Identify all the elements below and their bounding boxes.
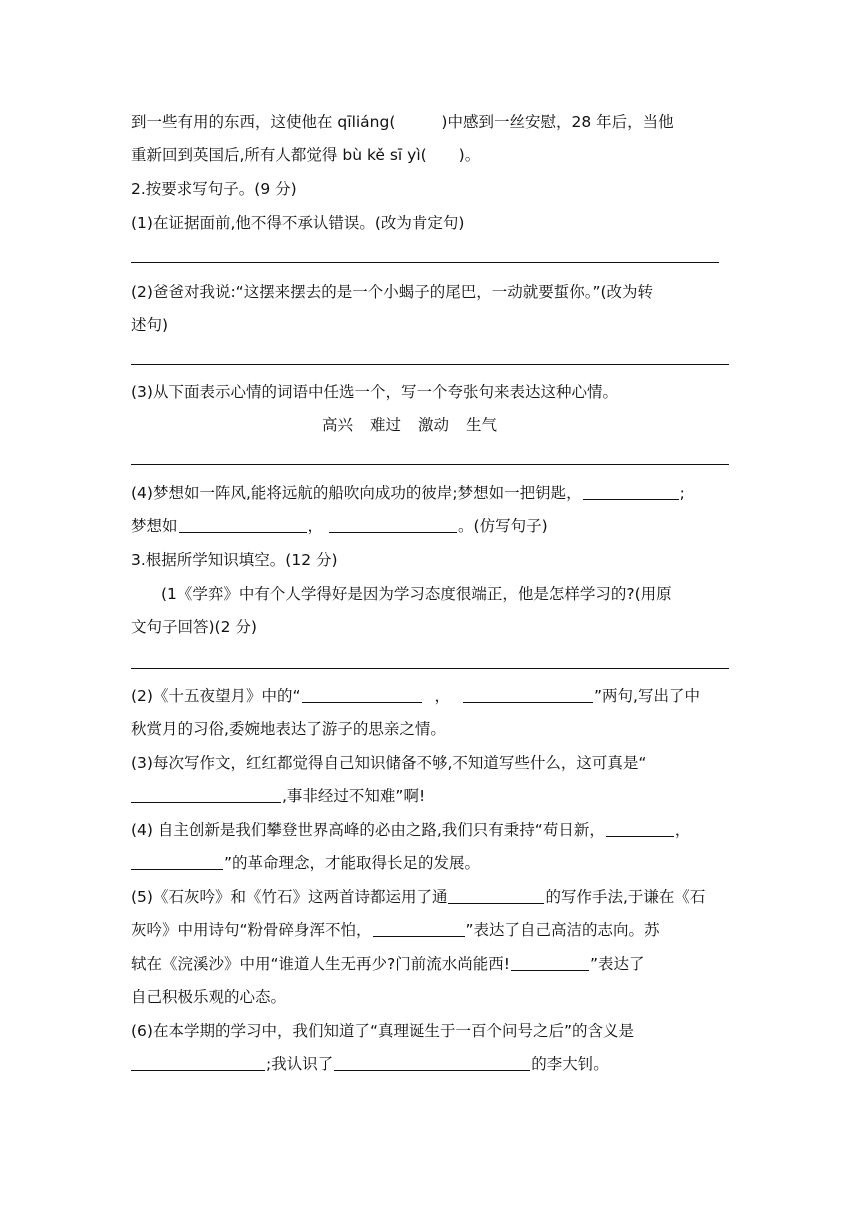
question-text [131,954,645,974]
question-text: 述句) [131,316,169,334]
fill-blank[interactable] [302,687,422,703]
question-text: 文句子回答)(2 分) [131,618,257,636]
fill-blank[interactable] [606,821,674,837]
word-options [322,415,497,435]
fill-blank[interactable] [448,888,544,904]
text-line [131,145,480,165]
text-segment: (5)《石灰吟》和《竹石》这两首诗都运用了通 [131,888,448,906]
answer-line[interactable] [131,668,729,669]
text-segment: (4) 自主创新是我们攀登世界高峰的必由之路,我们只有秉持“苟日新， [131,821,605,839]
text-segment: ， [674,821,691,839]
fill-blank[interactable] [131,787,281,803]
fill-blank[interactable] [463,687,593,703]
fill-blank[interactable] [131,1055,265,1071]
text-segment: )中感到一丝安慰，28 年后，当他 [441,113,674,131]
text-segment: 的写作手法,于谦在《石 [545,888,706,906]
question-text [131,786,425,806]
text-segment: 。(仿写句子) [458,517,548,535]
question-text: (6)在本学期的学习中，我们知道了“真理诞生于一百个问号之后”的含义是 [131,1022,635,1040]
text-segment: ,事非经过不知难”啊! [282,787,426,805]
question-text [131,887,705,907]
text-segment: ;我认识了 [266,1055,334,1073]
text-segment: 梦想如 [131,517,178,535]
question-text: (1《学弈》中有个人学得好是因为学习态度很端正，他是怎样学习的?(用原 [161,585,672,603]
fill-blank[interactable] [329,517,457,533]
question-text: (1)在证据面前,他不得不承认错误。(改为肯定句) [131,214,465,232]
fill-blank[interactable] [373,921,465,937]
text-segment: )。 [458,146,481,164]
text-segment: 轼在《浣溪沙》中用“谁道人生无再少?门前流水尚能西! [131,955,510,973]
question-text [131,820,690,840]
text-line [131,112,674,132]
question-text: (3)从下面表示心情的词语中任选一个，写一个夸张句来表达这种心情。 [131,383,618,401]
section-heading: 2.按要求写句子。(9 分) [131,180,297,198]
answer-line[interactable] [131,262,719,263]
text-segment: ; [679,484,685,502]
question-text: 自己积极乐观的心态。 [131,988,287,1006]
text-segment: (2)《十五夜望月》中的“ [131,687,301,705]
question-text [131,686,700,706]
fill-blank[interactable] [511,955,589,971]
word-option: 激动 [418,416,450,434]
text-segment: ， [434,687,451,705]
question-text: (3)每次写作文，红红都觉得自己知识储备不够,不知道写些什么，这可真是“ [131,754,647,772]
answer-line[interactable] [131,464,729,465]
fill-blank[interactable] [583,484,679,500]
fill-blank[interactable] [334,1055,530,1071]
word-option: 高兴 [322,416,354,434]
text-segment: ”的革命理念，才能取得长足的发展。 [224,854,481,872]
question-text: 秋赏月的习俗,委婉地表达了游子的思亲之情。 [131,720,446,738]
text-segment: 重新回到英国后,所有人都觉得 bù kě sī yì( [131,146,427,164]
question-text [131,1054,609,1074]
text-segment: ”表达了自己高洁的志向。苏 [465,921,660,939]
answer-line[interactable] [131,364,729,365]
text-segment: 灰吟》中用诗句“粉骨碎身浑不怕， [131,921,372,939]
question-text [131,516,548,536]
text-segment: ”两句,写出了中 [594,687,700,705]
word-option: 生气 [466,416,498,434]
question-text [131,853,480,873]
text-segment: ， [307,517,324,535]
question-text [131,920,660,940]
word-option: 难过 [370,416,402,434]
text-segment: 的李大钊。 [531,1055,609,1073]
question-text: (2)爸爸对我说:“这摆来摆去的是一个小蝎子的尾巴，一动就要蜇你。”(改为转 [131,283,654,301]
text-segment: 到一些有用的东西，这使他在 qīliáng( [131,113,396,131]
section-heading: 3.根据所学知识填空。(12 分) [131,551,338,569]
text-segment: ”表达了 [589,955,645,973]
fill-blank[interactable] [179,517,307,533]
fill-blank[interactable] [131,854,223,870]
question-text [131,483,685,503]
text-segment: (4)梦想如一阵风,能将远航的船吹向成功的彼岸;梦想如一把钥匙， [131,484,582,502]
